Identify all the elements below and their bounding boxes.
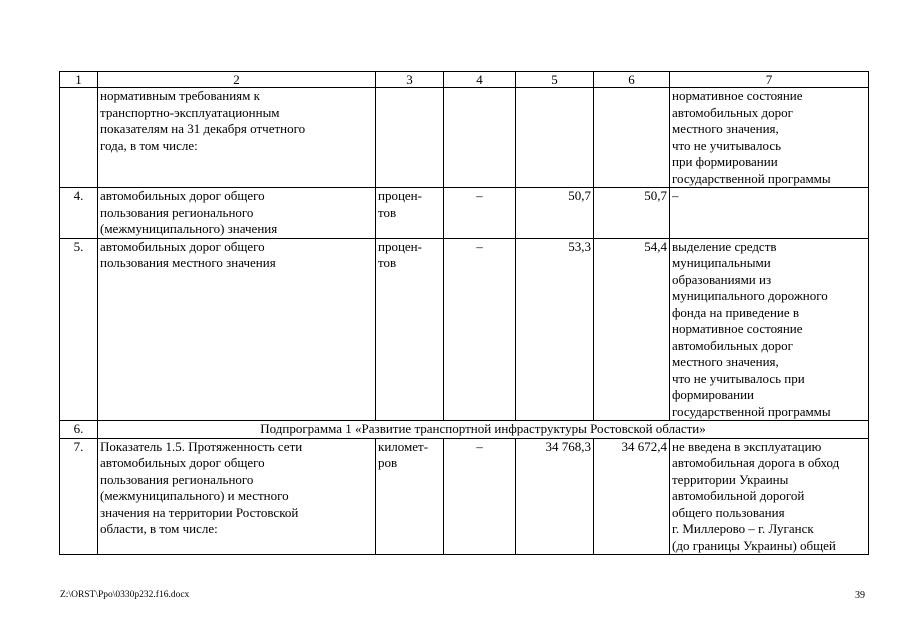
col4-cell: – [444, 188, 516, 239]
table-row [60, 438, 869, 555]
unit-cell: процен- тов [376, 188, 444, 239]
col5-cell: 34 768,3 [516, 438, 594, 555]
col4-cell: – [444, 238, 516, 421]
header-cell: 5 [516, 72, 594, 88]
header-cell: 4 [444, 72, 516, 88]
row-number: 7. [60, 438, 98, 555]
col4-cell [444, 88, 516, 188]
table-row [60, 238, 869, 421]
indicator-name: автомобильных дорог общего пользования местного значения [98, 238, 376, 421]
indicator-name: автомобильных дорог общего пользования регионального (межмуниципального) значения [98, 188, 376, 239]
row-number: 4. [60, 188, 98, 239]
note-cell: не введена в эксплуатацию автомобильная дорога в обход территории Украины автомобильной дорогой общего пользования г. Миллерово – г. Луганск (до границы Украины) общей [670, 438, 869, 555]
unit-cell [376, 88, 444, 188]
col6-cell: 34 672,4 [594, 438, 670, 555]
unit-cell: километ- ров [376, 438, 444, 555]
row-number: 5. [60, 238, 98, 421]
unit-cell: процен- тов [376, 238, 444, 421]
header-cell: 2 [98, 72, 376, 88]
page-number: 39 [855, 590, 865, 601]
header-cell: 1 [60, 72, 98, 88]
table-row [60, 88, 869, 188]
header-cell: 3 [376, 72, 444, 88]
row-number [60, 88, 98, 188]
col5-cell: 50,7 [516, 188, 594, 239]
col6-cell [594, 88, 670, 188]
note-cell: нормативное состояние автомобильных дорог местного значения, что не учитывалось при формировании государственной программы [670, 88, 869, 188]
subprogram-title: Подпрограмма 1 «Развитие транспортной инфраструктуры Ростовской области» [98, 421, 869, 439]
col6-cell: 54,4 [594, 238, 670, 421]
col5-cell: 53,3 [516, 238, 594, 421]
table-row [60, 188, 869, 239]
note-cell: – [670, 188, 869, 239]
table-header-row [60, 72, 869, 88]
col5-cell [516, 88, 594, 188]
row-number: 6. [60, 421, 98, 439]
indicator-name: нормативным требованиям к транспортно-эксплуатационным показателям на 31 декабря отчетного года, в том числе: [98, 88, 376, 188]
indicator-table [59, 71, 869, 555]
indicator-name: Показатель 1.5. Протяженность сети автомобильных дорог общего пользования регионального (межмуниципального) и местного значения на территории Ростовской области, в том числе: [98, 438, 376, 555]
col6-cell: 50,7 [594, 188, 670, 239]
file-path-footer: Z:\ORST\Ppo\0330p232.f16.docx [60, 590, 190, 600]
col4-cell: – [444, 438, 516, 555]
table-row [60, 421, 869, 439]
header-cell: 6 [594, 72, 670, 88]
note-cell: выделение средств муниципальными образованиями из муниципального дорожного фонда на приведение в нормативное состояние автомобильных дорог местного значения, что не учитывалось при формировании государственной программы [670, 238, 869, 421]
header-cell: 7 [670, 72, 869, 88]
